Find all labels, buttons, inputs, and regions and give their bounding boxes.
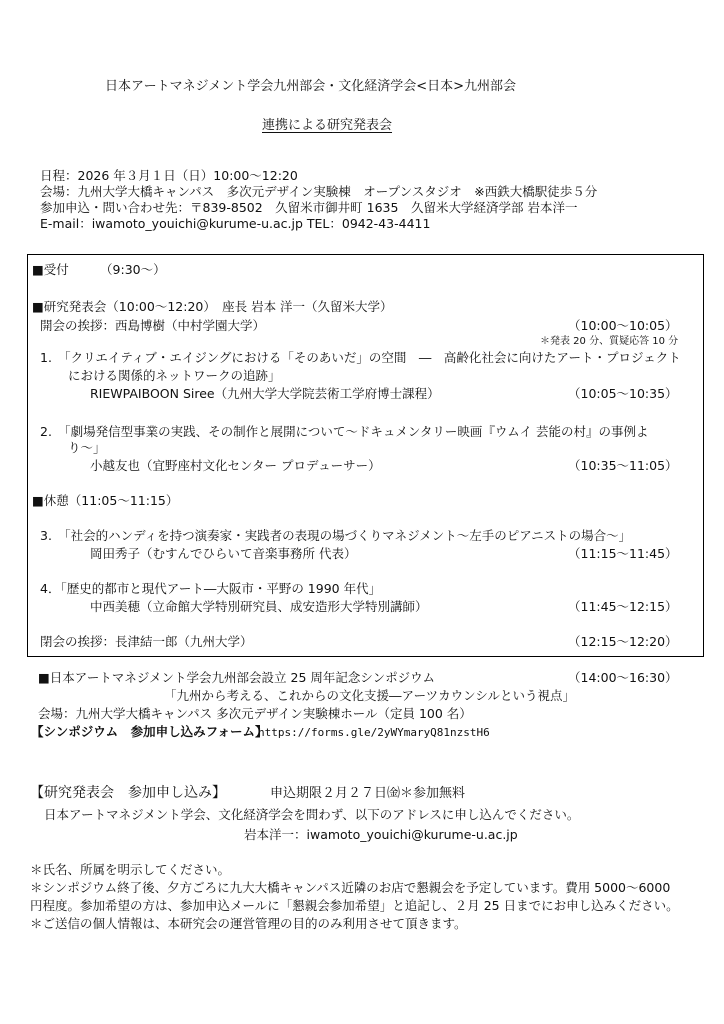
- session-header: ■研究発表会（10:00～12:20） 座長 岩本 洋一（久留米大学）: [32, 299, 393, 314]
- symposium-subtitle: 「九州から考える、これからの文化支援―アーツカウンシルという視点」: [164, 688, 576, 703]
- talk-4-time: （11:45～12:15）: [568, 599, 678, 614]
- note-4: ＊ご送信の個人情報は、本研究会の運営管理の目的のみ利用させて頂きます。: [30, 916, 467, 931]
- closing-time: （12:15～12:20）: [568, 634, 678, 649]
- talk-1-speaker: RIEWPAIBOON Siree（九州大学大学院芸術工学府博士課程）: [90, 386, 440, 401]
- talk-2-title: 2. 「劇場発信型事業の実践、その制作と展開について～ドキュメンタリー映画『ウムイ 芸能の村』の事例よ: [40, 424, 649, 439]
- talk-3-title: 3. 「社会的ハンディを持つ演奏家・実践者の表現の場づくりマネジメント～左手のピアニストの場合～」: [40, 528, 632, 543]
- closing-remarks: 閉会の挨拶：長津結一郎（九州大学）: [40, 634, 253, 649]
- title-line-2: 連携による研究発表会: [262, 118, 393, 133]
- registration-deadline: 申込期限２月２７日㈮＊参加無料: [270, 786, 466, 801]
- event-venue: 会場：九州大学大橋キャンパス 多次元デザイン実験棟 オープンスタジオ ※西鉄大橋駅徒歩５分: [40, 184, 598, 199]
- contact-address: 参加申込・問い合わせ先：〒839-8502 久留米市御井町 1635 久留米大学経済学部 岩本洋一: [40, 200, 578, 215]
- symposium-venue: 会場：九州大学大橋キャンパス 多次元デザイン実験棟ホール（定員 100 名）: [38, 706, 472, 721]
- talk-4-title: 4．「歴史的都市と現代アート―大阪市・平野の 1990 年代」: [40, 581, 382, 596]
- program-box: [27, 254, 704, 657]
- title-line-1: 日本アートマネジメント学会九州部会・文化経済学会<日本>九州部会: [105, 79, 517, 94]
- talk-1-time: （10:05～10:35）: [568, 386, 678, 401]
- presentation-note: ＊発表 20 分、質疑応答 10 分: [540, 336, 679, 347]
- opening-remarks: 開会の挨拶：西島博樹（中村学園大学）: [40, 318, 266, 333]
- reception: ■受付 （9:30～）: [32, 262, 166, 277]
- talk-2-speaker: 小越友也（宜野座村文化センター プロデューサー）: [90, 458, 381, 473]
- break: ■休憩（11:05～11:15）: [32, 493, 179, 508]
- note-1: ＊氏名、所属を明示してください。: [30, 862, 231, 877]
- registration-instruction: 日本アートマネジメント学会、文化経済学会を問わず、以下のアドレスに申し込んでください。: [44, 807, 580, 822]
- note-3: 円程度。参加希望の方は、参加申込メールに「懇親会参加希望」と追記し、２月 25 日までにお申し込みください。: [30, 898, 679, 913]
- event-date: 日程：2026 年３月１日（日）10:00～12:20: [40, 168, 298, 183]
- symposium-title: ■日本アートマネジメント学会九州部会設立 25 周年記念シンポジウム: [38, 670, 435, 685]
- talk-2-title-cont: り～」: [68, 440, 106, 455]
- talk-2-time: （10:35～11:05）: [568, 458, 678, 473]
- talk-3-speaker: 岡田秀子（むすんでひらいて音楽事務所 代表）: [90, 546, 357, 561]
- note-2: ＊シンポジウム終了後、夕方ごろに九大大橋キャンパス近隣のお店で懇親会を予定しています。費用 5000～6000: [30, 880, 671, 895]
- contact-email: E-mail：iwamoto_youichi@kurume-u.ac.jp TEL：0942-43-4411: [40, 216, 431, 231]
- symposium-form-link[interactable]: https://forms.gle/2yWYmaryQ81nzstH6: [258, 726, 490, 739]
- opening-time: （10:00～10:05）: [568, 318, 678, 333]
- talk-4-speaker: 中西美穂（立命館大学特別研究員、成安造形大学特別講師）: [90, 599, 428, 614]
- talk-3-time: （11:15～11:45）: [568, 546, 678, 561]
- registration-heading: 【研究発表会 参加申し込み】: [30, 785, 226, 801]
- registration-email[interactable]: 岩本洋一：iwamoto_youichi@kurume-u.ac.jp: [244, 827, 518, 842]
- symposium-form-label: 【シンポジウム 参加申し込みフォーム】: [31, 724, 268, 739]
- symposium-time: （14:00～16:30）: [568, 670, 678, 685]
- talk-1-title-cont: における関係的ネットワークの追跡」: [68, 368, 281, 383]
- talk-1-title: 1. 「クリエイティブ・エイジングにおける「そのあいだ」の空間 ― 高齢化社会に向けたアート・プロジェクト: [40, 350, 681, 365]
